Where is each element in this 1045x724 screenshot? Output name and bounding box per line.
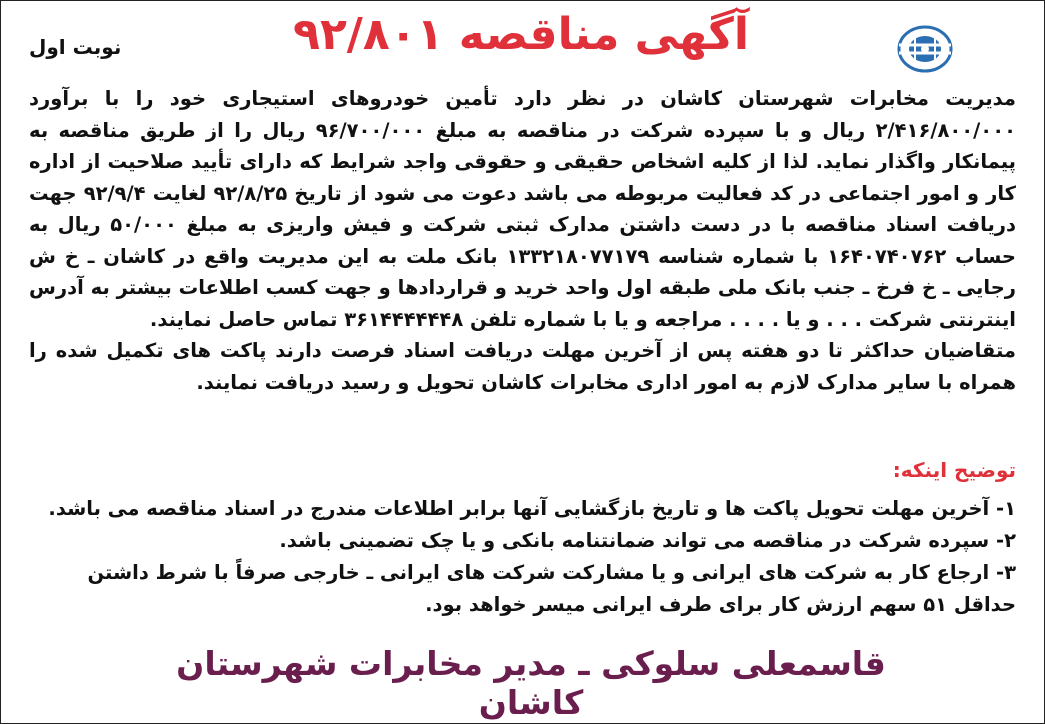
body-paragraph-2: متقاضیان حداکثر تا دو هفته پس از آخرین مهلت دریافت اسناد فرصت دارند پاکت های تکمیل شده را همراه با سایر مدارک لازم به امور اداری مخابرات کاشان تحویل و رسید دریافت نمایند. xyxy=(29,339,1016,394)
ad-title: آگهی مناقصه ۹۲/۸۰۱ xyxy=(293,9,749,60)
signature-line: قاسمعلی سلوکی ـ مدیر مخابرات شهرستان کاشان xyxy=(176,644,886,722)
ad-body xyxy=(29,83,1016,398)
notes-title: توضیح اینکه: xyxy=(892,458,1016,482)
note-item-1: ۱- آخرین مهلت تحویل پاکت ها و تاریخ بازگشایی آنها برابر اطلاعات مندرج در اسناد مناقصه می باشد. xyxy=(48,497,1016,520)
note-item-2: ۲- سپرده شرکت در مناقصه می تواند ضمانتنامه بانکی و یا چک تضمینی باشد. xyxy=(279,529,1016,552)
body-paragraph-1: مدیریت مخابرات شهرستان کاشان در نظر دارد تأمین خودروهای استیجاری خود را با برآورد ۲/۴۱۶/۸۰۰/۰۰۰ ریال و با سپرده شرکت در مناقصه به مبلغ ۹۶/۷۰۰/۰۰۰ ریال را از طریق مناقصه به پیمانکار واگذار نماید. لذا از کلیه اشخاص حقیقی و حقوقی واجد شرایط که دارای تأیید صلاحیت از اداره کار و امور اجتماعی در کد فعالیت مربوطه می باشد دعوت می شود از تاریخ ۹۲/۸/۲۵ لغایت ۹۲/۹/۴ جهت دریافت اسناد مناقصه با در دست داشتن مدارک ثبتی شرکت و فیش واریزی به مبلغ ۵۰/۰۰۰ ریال به حساب ۱۶۴۰۷۴۰۷۶۲ با شماره شناسه ۱۳۳۲۱۸۰۷۷۱۷۹ بانک ملت به این مدیریت واقع در کاشان ـ خ ش رجایی ـ خ فرخ ـ جنب بانک ملی طبقه اول واحد خرید و قراردادها و جهت کسب اطلاعات بیشتر به آدرس اینترنتی شرکت . . . و یا . . . . مراجعه و یا با شماره تلفن ۳۶۱۴۴۴۴۴۴۸ تماس حاصل نمایند. xyxy=(29,87,1017,331)
notes-list xyxy=(29,493,1016,621)
publication-round: نوبت اول xyxy=(29,35,122,59)
telecom-logo-icon xyxy=(886,15,964,83)
note-item-3: ۳- ارجاع کار به شرکت های ایرانی و یا مشارکت شرکت های ایرانی ـ خارجی صرفاً با شرط داشتن حداقل ۵۱ سهم ارزش کار برای طرف ایرانی میسر خواهد بود. xyxy=(87,561,1016,616)
